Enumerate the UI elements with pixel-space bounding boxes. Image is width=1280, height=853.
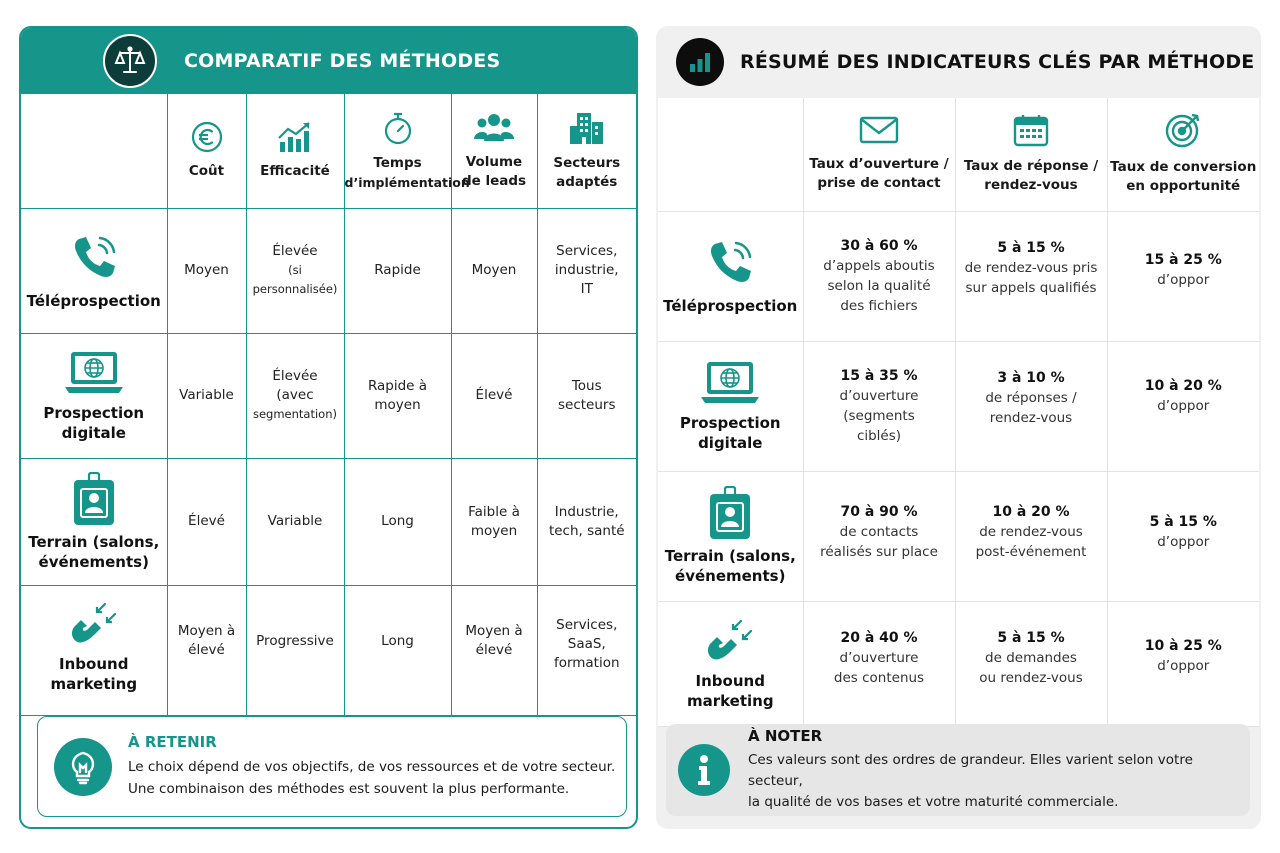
col-label: Temps <box>373 154 422 171</box>
row-head-teleprospection <box>658 211 803 341</box>
cell-text: (segments <box>843 408 915 424</box>
stopwatch-icon <box>381 110 415 146</box>
noter-line-1: Ces valeurs sont des ordres de grandeur. Elles varient selon votre secteur, <box>748 752 1193 789</box>
indicators-header <box>656 26 1261 98</box>
indicators-table <box>658 98 1259 727</box>
magnet-icon <box>69 600 119 648</box>
table-row <box>658 341 1259 471</box>
table-row <box>658 211 1259 341</box>
retenir-callout <box>37 716 627 817</box>
comparison-header-row <box>21 94 636 208</box>
cell-text: (avec <box>276 387 314 403</box>
cell-text: segmentation) <box>252 407 337 421</box>
cell <box>537 458 636 585</box>
cell-text: ciblés) <box>856 428 902 444</box>
cell-value: 10 à 25 % <box>1144 637 1222 654</box>
col-label: Efficacité <box>260 163 330 180</box>
cell-text: Élevée <box>272 368 318 384</box>
cell-text: sur appels qualifiés <box>965 279 1097 296</box>
cell-text: moyen <box>470 522 518 539</box>
row-label: Inbound marketing <box>686 671 774 710</box>
cell-text: Services, <box>556 616 618 633</box>
badge-icon <box>707 486 753 540</box>
cell-value: 10 à 20 % <box>992 503 1070 520</box>
indicators-header-row <box>658 98 1259 211</box>
laptop-globe-icon <box>62 349 126 397</box>
col-label: Taux de conversion <box>1110 159 1257 176</box>
cell <box>167 458 246 585</box>
row-head-prospection-digitale <box>658 341 803 471</box>
comparison-table <box>21 94 636 716</box>
cell <box>537 333 636 458</box>
cell-text: moyen <box>374 396 421 413</box>
row-label: Téléprospection <box>26 291 161 310</box>
cell-text: de contacts <box>839 523 919 540</box>
cell-text: de rendez-vous pris <box>964 259 1098 276</box>
cell <box>451 208 537 333</box>
bar-chart-icon <box>676 38 724 86</box>
cell-text: de demandes <box>985 649 1077 666</box>
cell-value: 30 à 60 % <box>840 238 918 254</box>
col-label: Secteurs <box>553 154 621 171</box>
cell-text: des fichiers <box>840 298 918 314</box>
cell-text: élevé <box>188 641 225 658</box>
col-label: prise de contact <box>817 175 941 192</box>
cell-text: Industrie, <box>554 503 619 520</box>
badge-icon <box>71 472 117 526</box>
row-label: Prospection digitale <box>679 414 781 452</box>
cell-text: d’appels aboutis <box>823 258 935 274</box>
cell-text: Long <box>381 513 414 529</box>
row-head-inbound <box>658 601 803 726</box>
info-icon <box>678 744 730 796</box>
retenir-line-1: Le choix dépend de vos objectifs, de vos ressources et de votre secteur. <box>128 759 616 775</box>
cell <box>955 211 1107 341</box>
cell <box>803 471 955 601</box>
row-head-terrain <box>658 471 803 601</box>
cell-text: Élevée <box>272 243 318 259</box>
col-label: en opportunité <box>1126 178 1241 195</box>
cell-text: Rapide à <box>367 377 428 394</box>
cell-text: SaaS, <box>567 635 606 652</box>
retenir-title: À RETENIR <box>128 733 217 751</box>
corner-cell <box>21 94 167 208</box>
col-secteurs <box>537 94 636 208</box>
cell-text: Variable <box>267 513 323 529</box>
cell-value: 20 à 40 % <box>840 629 918 646</box>
row-label: Prospection digitale <box>43 403 145 442</box>
cell-text: rendez-vous <box>989 409 1073 426</box>
cell <box>1107 211 1259 341</box>
cell-text: d’oppor <box>1157 533 1210 550</box>
table-row <box>21 333 636 458</box>
comparison-title: COMPARATIF DES MÉTHODES <box>184 50 501 72</box>
cell-text: (si personnalisée) <box>252 263 338 296</box>
cell <box>803 601 955 726</box>
cell-text: d’oppor <box>1157 397 1210 414</box>
target-icon <box>1164 112 1202 148</box>
cell <box>344 333 451 458</box>
cell <box>955 471 1107 601</box>
cell-text: secteurs <box>557 396 616 413</box>
cell-text: Moyen <box>471 262 517 278</box>
cell <box>1107 471 1259 601</box>
col-efficacite <box>246 94 344 208</box>
cell-text: Variable <box>179 387 234 403</box>
cell <box>451 458 537 585</box>
magnet-icon <box>705 617 755 665</box>
table-row <box>658 601 1259 726</box>
retenir-line-2: Une combinaison des méthodes est souvent la plus performante. <box>128 781 570 797</box>
cell-text: Moyen à <box>177 622 236 639</box>
cell-text: de réponses / <box>985 389 1077 406</box>
cell-text: industrie, <box>554 262 619 278</box>
lightbulb-icon <box>54 738 112 796</box>
cell-text: ou rendez-vous <box>979 669 1083 686</box>
col-label: de leads <box>461 172 527 189</box>
indicators-title: RÉSUMÉ DES INDICATEURS CLÉS PAR MÉTHODE <box>740 51 1255 73</box>
envelope-icon <box>859 115 899 145</box>
cell-text: Élevé <box>475 387 513 403</box>
cell-text: IT <box>580 281 593 297</box>
cell <box>537 208 636 333</box>
cell-text: réalisés sur place <box>820 543 938 560</box>
comparison-header <box>21 28 636 94</box>
cell <box>167 333 246 458</box>
noter-line-2: la qualité de vos bases et votre maturité commerciale. <box>748 794 1119 810</box>
row-head-prospection-digitale <box>21 333 167 458</box>
buildings-icon <box>568 110 606 146</box>
cell-value: 5 à 15 % <box>997 239 1065 256</box>
cell <box>167 208 246 333</box>
row-head-inbound <box>21 585 167 715</box>
cell <box>803 211 955 341</box>
cell <box>1107 341 1259 471</box>
laptop-globe-icon <box>698 359 762 407</box>
row-head-terrain <box>21 458 167 585</box>
cell-text: Progressive <box>256 632 334 649</box>
growth-chart-icon <box>276 120 314 154</box>
comparison-panel <box>19 26 638 829</box>
table-row <box>21 458 636 585</box>
row-head-teleprospection <box>21 208 167 333</box>
cell <box>955 341 1107 471</box>
cell <box>955 601 1107 726</box>
cell <box>451 585 537 715</box>
cell <box>246 585 344 715</box>
col-cout <box>167 94 246 208</box>
table-row <box>21 208 636 333</box>
cell-text: Faible à <box>468 503 520 520</box>
cell-text: d’ouverture <box>839 649 919 666</box>
noter-title: À NOTER <box>748 727 823 745</box>
cell-text: Long <box>381 632 414 649</box>
cell-text: Rapide <box>374 262 421 278</box>
calendar-icon <box>1013 113 1049 147</box>
cell-text: d’oppor <box>1157 271 1210 288</box>
col-label: Taux de réponse / <box>963 158 1099 175</box>
phone-icon <box>67 231 121 285</box>
cell <box>344 208 451 333</box>
cell-text: formation <box>553 654 620 671</box>
scale-icon <box>103 34 157 88</box>
cell <box>451 333 537 458</box>
people-icon <box>473 111 515 145</box>
cell-value: 10 à 20 % <box>1144 377 1222 394</box>
col-label: rendez-vous <box>984 177 1078 194</box>
indicators-panel <box>656 26 1261 829</box>
cell <box>246 208 344 333</box>
cell <box>344 585 451 715</box>
cell <box>246 333 344 458</box>
cell <box>167 585 246 715</box>
col-temps <box>344 94 470 208</box>
cell-text: de rendez-vous <box>979 523 1083 540</box>
col-volume <box>451 94 537 208</box>
col-label: Taux d’ouverture / <box>809 156 949 173</box>
cell <box>537 585 636 715</box>
noter-callout <box>666 724 1250 816</box>
row-label: Téléprospection <box>663 297 798 315</box>
row-label: Terrain (salons, événements) <box>28 532 160 571</box>
phone-icon <box>703 236 757 290</box>
col-reponse <box>955 98 1107 211</box>
cell-text: Élevé <box>188 513 225 529</box>
col-label: Coût <box>188 163 225 180</box>
cell-value: 5 à 15 % <box>1149 513 1217 530</box>
cell-value: 15 à 35 % <box>840 368 918 384</box>
col-label: adaptés <box>556 173 618 190</box>
cell-text: selon la qualité <box>827 278 931 294</box>
cell-value: 70 à 90 % <box>840 503 918 520</box>
col-conversion <box>1107 98 1259 211</box>
cell-text: d’oppor <box>1157 657 1210 674</box>
col-label: d’implémentation <box>344 174 470 190</box>
euro-icon <box>190 120 224 154</box>
cell-value: 5 à 15 % <box>997 629 1065 646</box>
cell <box>344 458 451 585</box>
cell-value: 3 à 10 % <box>997 369 1065 386</box>
cell-text: Services, <box>556 243 618 259</box>
table-row <box>658 471 1259 601</box>
row-label: Terrain (salons, événements) <box>664 547 796 585</box>
cell <box>803 341 955 471</box>
cell-text: élevé <box>475 641 513 658</box>
cell-text: post-événement <box>975 543 1087 560</box>
corner-cell <box>658 98 803 211</box>
cell-text: des contenus <box>833 669 925 686</box>
cell-text: d’ouverture <box>839 388 919 404</box>
table-row <box>21 585 636 715</box>
col-label: Volume <box>465 153 523 170</box>
cell <box>246 458 344 585</box>
cell-text: Tous <box>571 377 602 394</box>
cell-value: 15 à 25 % <box>1144 251 1222 268</box>
cell-text: Moyen à <box>465 622 523 639</box>
col-ouverture <box>803 98 955 211</box>
cell-text: tech, santé <box>548 522 625 539</box>
cell <box>1107 601 1259 726</box>
cell-text: Moyen <box>184 262 229 278</box>
row-label: Inbound marketing <box>50 654 138 693</box>
indicators-table-wrap <box>658 98 1259 726</box>
